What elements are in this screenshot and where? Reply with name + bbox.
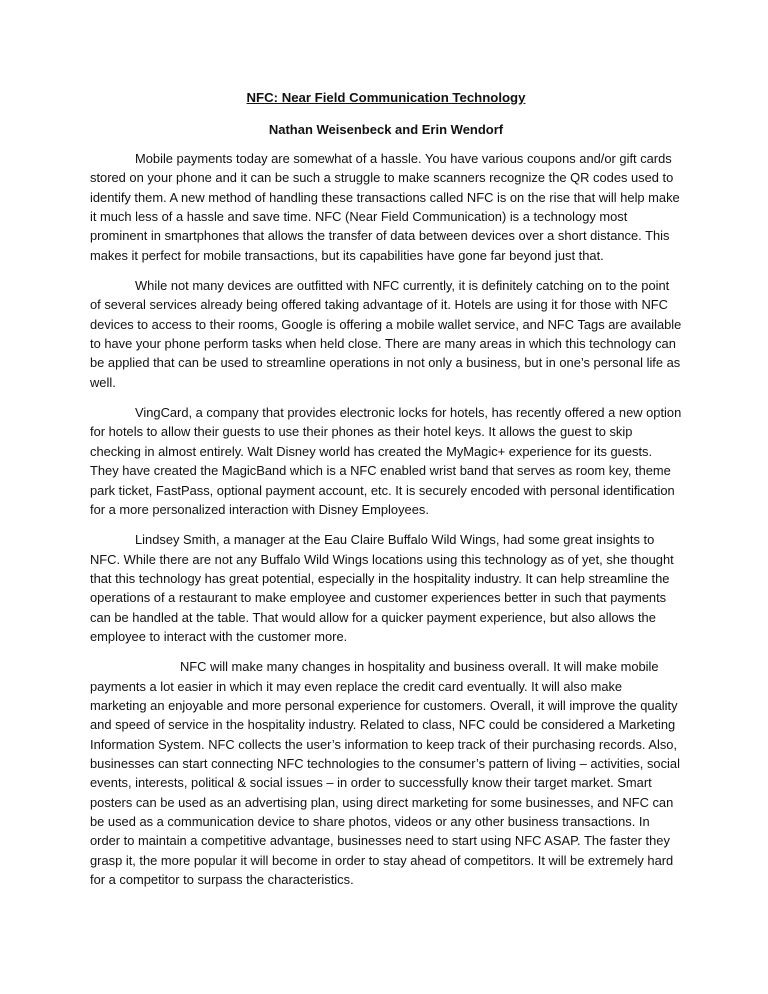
document-authors: Nathan Weisenbeck and Erin Wendorf (268, 122, 504, 137)
document-page (90, 88, 682, 900)
paragraph-1: Mobile payments today are somewhat of a hassle. You have various coupons and/or gift cards stored on your phone and it can be such a struggle to make scanners recognize the QR codes used to identify them. A new method of handling these transactions called NFC is on the rise that will help make it much less of a hassle and save time. NFC (Near Field Communication) is a technology most prominent in smartphones that allows the transfer of data between devices over a short distance. This makes it perfect for mobile transactions, but its capabilities have gone far beyond just that. (90, 151, 680, 263)
paragraph-5: NFC will make many changes in hospitality and business overall. It will make mobile payments a lot easier in which it may even replace the credit card eventually. It will also make marketing an enjoyable and more personal experience for customers. Overall, it will improve the quality and speed of service in the hospitality industry. Related to class, NFC could be considered a Marketing Information System. NFC collects the user’s information to keep track of their purchasing records. Also, businesses can start connecting NFC technologies to the consumer’s pattern of living – activities, social events, interests, political & social issues – in order to successfully know their target market. Smart posters can be used as an advertising plan, using direct marketing for some businesses, and NFC can be used as a communication device to share photos, videos or any other business transactions. In order to maintain a competitive advantage, businesses need to start using NFC ASAP. The faster they grasp it, the more popular it will become in order to stay ahead of competitors. It will be extremely hard for a competitor to surpass the characteristics. (90, 659, 680, 888)
paragraph-2: While not many devices are outfitted with NFC currently, it is definitely catching on to the point of several services already being offered taking advantage of it. Hotels are using it for those with NFC devices to access to their rooms, Google is offering a mobile wallet service, and NFC Tags are available to have your phone perform tasks when held close. There are many areas in which this technology can be applied that can be used to streamline operations in not only a business, but in one’s personal life as well. (90, 278, 682, 390)
paragraph-3: VingCard, a company that provides electronic locks for hotels, has recently offered a new option for hotels to allow their guests to use their phones as their hotel keys. It allows the guest to skip checking in almost entirely. Walt Disney world has created the MyMagic+ experience for its guests. They have created the MagicBand which is a NFC enabled wrist band that serves as room key, theme park ticket, FastPass, optional payment account, etc. It is securely encoded with personal identification for a more personalized interaction with Disney Employees. (90, 405, 682, 517)
paragraph-4: Lindsey Smith, a manager at the Eau Claire Buffalo Wild Wings, had some great insights to NFC. While there are not any Buffalo Wild Wings locations using this technology as of yet, she thought that this technology has great potential, especially in the hospitality industry. It can help streamline the operations of a restaurant to make employee and customer experiences better in such that payments can be handled at the table. That would allow for a quicker payment experience, but also allows the employee to interact with the customer more. (90, 532, 674, 644)
document-title: NFC: Near Field Communication Technology (246, 90, 526, 105)
